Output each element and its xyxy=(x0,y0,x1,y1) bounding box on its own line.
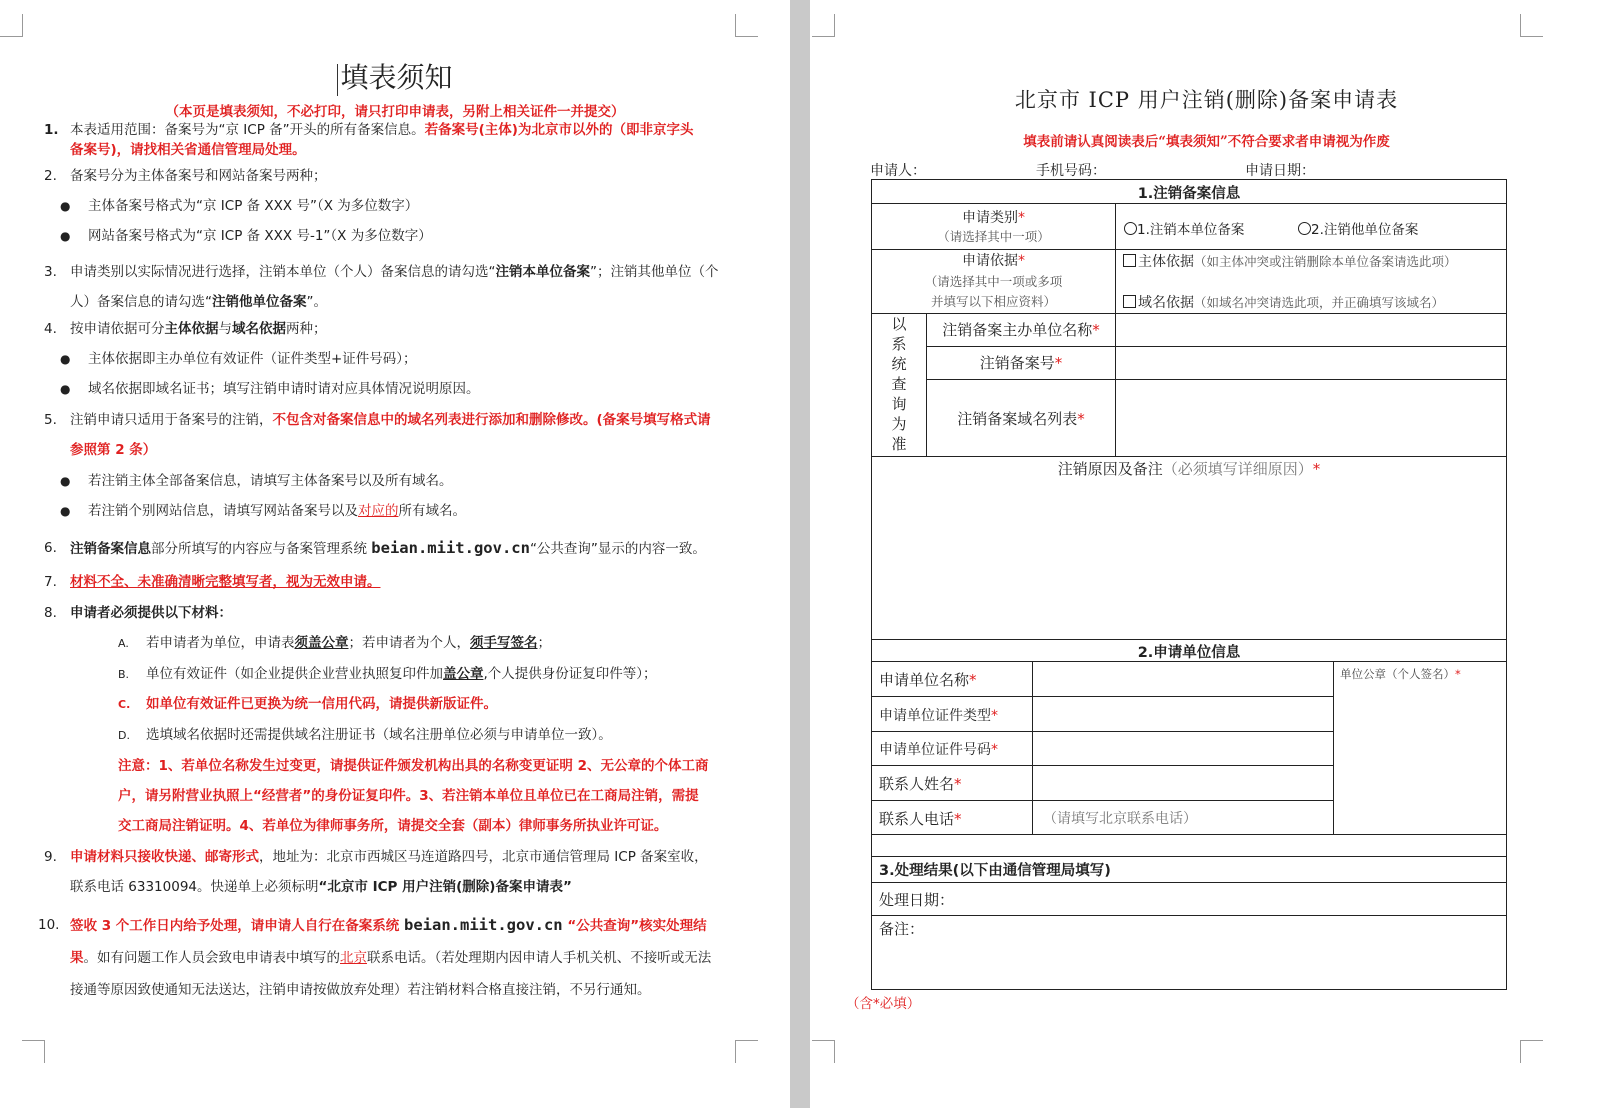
basis-hint-2: 并填写以下相应资料） xyxy=(930,294,1056,309)
bullet-item: ● 若注销主体全部备案信息，请填写主体备案号以及所有域名。 xyxy=(60,473,453,489)
seal-area[interactable]: 单位公章（个人签名）* xyxy=(1340,667,1461,681)
bullet-icon: ● xyxy=(60,504,71,518)
option-domain-basis[interactable]: 域名依据（如域名冲突请选此项，并正确填写该域名） xyxy=(1123,292,1444,312)
checkbox-icon[interactable] xyxy=(1123,254,1136,267)
required-footnote: （含*必填） xyxy=(846,996,921,1012)
bullet-item: ● 若注销个别网站信息，请填写网站备案号以及对应的所有域名。 xyxy=(60,503,466,519)
page-left-instructions xyxy=(0,0,790,1108)
bullet-icon: ● xyxy=(60,352,71,366)
section-2-title: 2.申请单位信息 xyxy=(1137,645,1241,661)
contact-name-label: 联系人姓名* xyxy=(879,775,962,793)
form-warning: 填表前请认真阅读表后“填表须知”不符合要求者申请视为作废 xyxy=(1023,134,1390,150)
material-item-b: B. 单位有效证件（如企业提供企业营业执照复印件加盖公章,个人提供身份证复印件等）； xyxy=(118,666,657,682)
unit-name-input[interactable] xyxy=(1033,662,1333,696)
radio-icon[interactable] xyxy=(1298,222,1311,235)
instruction-item-4: 4. 按申请依据可分主体依据与域名依据两种； xyxy=(44,321,327,337)
crop-mark xyxy=(812,1040,835,1063)
bullet-icon: ● xyxy=(60,474,71,488)
instruction-item-9: 9. 申请材料只接收快递、邮寄形式，地址为：北京市西城区马连道路四号，北京市通信管理局 ICP 备案室收， 联系电话 63310094。快递单上必须标明“北京市 ICP 用户注销(删除)备案申请表” xyxy=(44,849,708,895)
bullet-icon: ● xyxy=(60,229,71,243)
crop-mark xyxy=(735,1040,758,1063)
instruction-item-10: 10. 签收 3 个工作日内给予处理，请申请人自行在备案系统 beian.miit.gov.cn “公共查询”核实处理结 果。如有问题工作人员会致电申请表中填写的北京联系电话。（若处理期内因申请人手机关机、不接听或无法 接通等原因致使通知无法送达，注销申请按做放弃处理）若注销材料合格直接注销，不另行通知。 xyxy=(38,916,712,998)
instruction-item-7: 7. 材料不全、未准确清晰完整填写者，视为无效申请。 xyxy=(44,574,381,590)
date-label: 申请日期： xyxy=(1245,163,1315,179)
instruction-item-2: 2. 备案号分为主体备案号和网站备案号两种； xyxy=(44,168,327,184)
unit-name-label: 申请单位名称* xyxy=(879,671,977,689)
field-number-label: 注销备案号* xyxy=(979,354,1063,372)
basis-label: 申请依据* xyxy=(962,253,1025,269)
application-form xyxy=(871,179,1507,990)
field-domains-label: 注销备案域名列表* xyxy=(957,410,1085,428)
attention-note: 注意：1、若单位名称发生过变更，请提供证件颁发机构出具的名称变更证明 2、无公章的个体工商 户，请另附营业执照上“经营者”的身份证复印件。3、若注销本单位且单位已在工商局注销，需提 交工商局注销证明。4、若单位为律师事务所，请提交全套（副本）律师事务所执业许可证。 xyxy=(118,758,709,834)
text-cursor xyxy=(337,64,338,96)
material-item-c: C. 如单位有效证件已更换为统一信用代码，请提供新版证件。 xyxy=(118,696,497,712)
process-date-label: 处理日期： xyxy=(879,891,955,909)
apply-type-label: 申请类别* xyxy=(962,210,1025,226)
section-1-title: 1.注销备案信息 xyxy=(1137,186,1241,202)
material-item-a: A. 若申请者为单位，申请表须盖公章；若申请者为个人，须手写签名； xyxy=(118,635,551,651)
material-item-d: D. 选填域名依据时还需提供域名注册证书（域名注册单位必须与申请单位一致）。 xyxy=(118,727,612,743)
field-org-label: 注销备案主办单位名称* xyxy=(942,321,1100,339)
unit-cert-type-input[interactable] xyxy=(1033,697,1333,731)
phone-label: 手机号码： xyxy=(1036,163,1106,179)
field-domains-input[interactable] xyxy=(1116,380,1506,456)
field-number-input[interactable] xyxy=(1116,347,1506,379)
instruction-item-5: 5. 注销申请只适用于备案号的注销，不包含对备案信息中的域名列表进行添加和删除修改。(备案号填写格式请 参照第 2 条） xyxy=(44,412,711,458)
bullet-icon: ● xyxy=(60,199,71,213)
crop-mark xyxy=(735,14,758,37)
unit-cert-number-label: 申请单位证件号码* xyxy=(879,742,998,758)
instruction-item-8: 8. 申请者必须提供以下材料： xyxy=(44,605,232,621)
radio-icon[interactable] xyxy=(1124,222,1137,235)
unit-cert-number-input[interactable] xyxy=(1033,732,1333,765)
basis-hint-1: （请选择其中一项或多项 xyxy=(924,274,1063,289)
applicant-label: 申请人： xyxy=(870,163,926,179)
reason-label: 注销原因及备注（必须填写详细原因）* xyxy=(1057,460,1321,478)
side-label-system-query: 以 系 统 查 询 为 准 xyxy=(891,315,907,453)
option-cancel-own[interactable]: 1.注销本单位备案 xyxy=(1124,218,1244,238)
page-right-form xyxy=(810,0,1603,1108)
contact-phone-input[interactable]: （请填写北京联系电话） xyxy=(1043,811,1197,827)
bullet-item: ● 主体依据即主办单位有效证件（证件类型+证件号码）； xyxy=(60,351,417,367)
form-title: 北京市 ICP 用户注销(删除)备案申请表 xyxy=(1014,88,1399,112)
crop-mark xyxy=(1520,14,1543,37)
instruction-item-1: 1. 本表适用范围：备案号为“京 ICP 备”开头的所有备案信息。若备案号(主体)为北京市以外的（即非京字头 备案号)，请找相关省通信管理局处理。 xyxy=(44,122,694,158)
apply-type-hint: （请选择其中一项） xyxy=(937,229,1050,244)
instruction-item-3: 3. 申请类别以实际情况进行选择，注销本单位（个人）备案信息的请勾选“注销本单位备案”；注销其他单位（个 人）备案信息的请勾选“注销他单位备案”。 xyxy=(44,264,719,310)
contact-name-input[interactable] xyxy=(1033,766,1333,800)
contact-phone-label: 联系人电话* xyxy=(879,810,962,828)
bullet-item: ● 主体备案号格式为“京 ICP 备 XXX 号”（X 为多位数字） xyxy=(60,198,419,214)
bullet-icon: ● xyxy=(60,382,71,396)
instruction-item-6: 6. 注销备案信息部分所填写的内容应与备案管理系统 beian.miit.gov.cn“公共查询”显示的内容一致。 xyxy=(44,539,706,557)
crop-mark xyxy=(1520,1040,1543,1063)
bullet-item: ● 域名依据即域名证书；填写注销申请时请对应具体情况说明原因。 xyxy=(60,381,480,397)
crop-mark xyxy=(22,1040,45,1063)
page-subtitle: （本页是填表须知，不必打印，请只打印申请表，另附上相关证件一并提交） xyxy=(165,104,625,120)
unit-cert-type-label: 申请单位证件类型* xyxy=(879,708,998,724)
option-subject-basis[interactable]: 主体依据（如主体冲突或注销删除本单位备案请选此项） xyxy=(1123,251,1457,271)
page-title: 填表须知 xyxy=(0,56,790,96)
checkbox-icon[interactable] xyxy=(1123,295,1136,308)
bullet-item: ● 网站备案号格式为“京 ICP 备 XXX 号-1”（X 为多位数字） xyxy=(60,228,432,244)
section-3-title: 3.处理结果(以下由通信管理局填写) xyxy=(879,863,1111,879)
reason-textarea[interactable] xyxy=(876,480,1502,636)
crop-mark xyxy=(812,14,835,37)
remark-label: 备注： xyxy=(879,920,925,938)
beian-link[interactable]: beian.miit.gov.cn xyxy=(371,539,530,557)
crop-mark xyxy=(0,14,23,37)
field-org-input[interactable] xyxy=(1116,314,1506,346)
option-cancel-other[interactable]: 2.注销他单位备案 xyxy=(1298,218,1418,238)
beian-link[interactable]: beian.miit.gov.cn xyxy=(404,916,563,934)
